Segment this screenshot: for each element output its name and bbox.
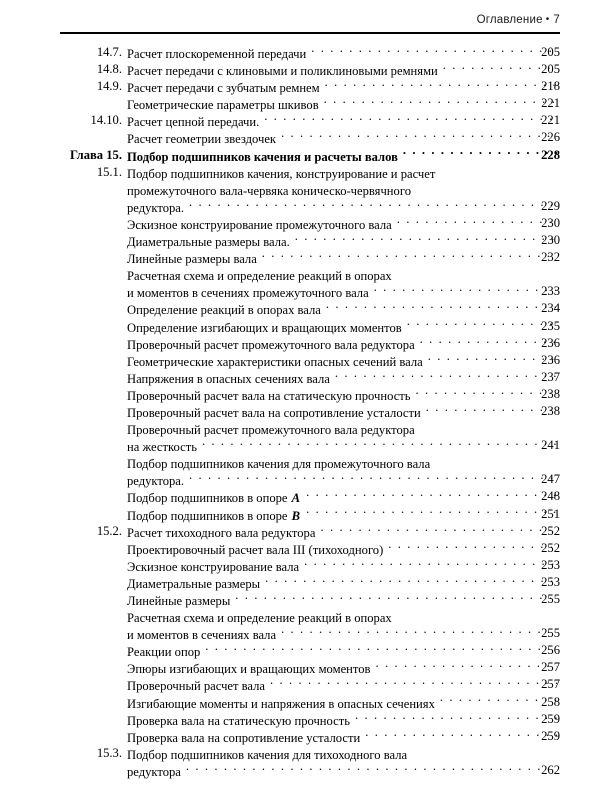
toc-entry[interactable]: [0, 471, 600, 488]
toc-entry-title: редуктора.: [127, 200, 185, 215]
toc-entry-number: 14.7.: [96, 45, 122, 59]
toc-entry-title: Геометрические параметры шкивов: [127, 98, 319, 113]
toc-entry-page-number: 236: [541, 352, 560, 367]
toc-entry-page-number: 228: [541, 147, 560, 162]
toc-entry[interactable]: [0, 557, 600, 574]
toc-entry-page-number: 221: [541, 96, 560, 111]
toc-entry-page-number: 218: [541, 79, 560, 94]
toc-entry-number: 14.9.: [96, 79, 122, 94]
toc-entry[interactable]: [0, 164, 600, 181]
toc-entry-page-number: 253: [541, 574, 560, 589]
toc-entry[interactable]: [0, 659, 600, 676]
toc-entry-title: Изгибающие моменты и напряжения в опасных сечениях: [127, 696, 435, 711]
toc-leader-dots: [397, 608, 557, 622]
toc-entry-title: Диаметральные размеры вала.: [127, 235, 290, 250]
toc-leader-dots: [397, 266, 557, 280]
toc-entry-title: Проверочный расчет вала на статическую прочность: [127, 388, 411, 403]
toc-entry[interactable]: [0, 352, 600, 369]
toc-entry-title: Проектировочный расчет вала III (тихоходного): [127, 542, 384, 557]
toc-entry[interactable]: [0, 694, 600, 711]
toc-entry-title: Подбор подшипников в опоре B: [127, 508, 301, 523]
toc-entry-title: Определение изгибающих и вращающих моментов: [127, 320, 402, 335]
toc-entry-page-number: 236: [541, 335, 560, 350]
toc-entry-page-number: 248: [541, 489, 560, 504]
toc-entry[interactable]: [0, 78, 600, 95]
toc-entry-title: Расчет геометрии звездочек: [127, 132, 277, 147]
toc-entry-title-symbol: B: [291, 508, 301, 523]
toc-entry-page-number: 205: [541, 62, 560, 77]
toc-entry-title: Подбор подшипников качения и расчеты валов: [127, 149, 398, 164]
toc-entry-title: Подбор подшипников в опоре A: [127, 491, 301, 506]
toc-entry[interactable]: [0, 249, 600, 266]
toc-entry-title: Напряжения в опасных сечениях вала: [127, 371, 330, 386]
toc-entry-page-number: 257: [541, 677, 560, 692]
toc-entry-number: 14.10.: [90, 113, 122, 128]
toc-entry[interactable]: [0, 198, 600, 215]
toc-entry[interactable]: [0, 488, 600, 505]
toc-entry[interactable]: [0, 676, 600, 693]
toc-entry-title: Проверочный расчет вала на сопротивление усталости: [127, 405, 421, 420]
toc-entry-title: Расчетная схема и определение реакций в опорах: [127, 269, 392, 284]
toc-entry-title: и моментов в сечениях вала: [127, 628, 277, 643]
toc-entry-page-number: 252: [541, 540, 560, 555]
toc-entry[interactable]: [0, 591, 600, 608]
toc-entry-page-number: 255: [541, 626, 560, 641]
toc-entry-page-number: 259: [541, 728, 560, 743]
toc-entry-page-number: 232: [541, 250, 560, 265]
toc-entry-title: Эскизное конструирование промежуточного вала: [127, 217, 392, 232]
running-head-bullet: •: [545, 14, 550, 25]
toc-entry-page-number: 233: [541, 284, 560, 299]
toc-entry-page-number: 253: [541, 557, 560, 572]
toc-entry-page-number: 247: [541, 472, 560, 487]
toc-entry-number: 15.1.: [96, 164, 122, 179]
toc-entry-page-number: 259: [541, 711, 560, 726]
running-head-page-number: 7: [553, 14, 560, 26]
toc-entry-title: Расчет тихоходного вала редуктора: [127, 525, 316, 540]
toc-entry-number: 15.3.: [96, 745, 122, 760]
toc-entry[interactable]: [0, 437, 600, 454]
toc-entry[interactable]: [0, 403, 600, 420]
toc-entry-title: Подбор подшипников качения, конструирование и расчет: [127, 166, 436, 181]
toc-entry-title: Проверка вала на статическую прочность: [127, 713, 350, 728]
header-rule: [60, 32, 560, 34]
toc-entry[interactable]: [0, 95, 600, 112]
toc-entry-title: Проверочный расчет вала: [127, 679, 265, 694]
toc-entry-title: Эпюры изгибающих и вращающих моментов: [127, 662, 371, 677]
toc-leader-dots: [420, 420, 557, 434]
toc-entry-title: Эскизное конструирование вала: [127, 559, 300, 574]
toc-entry-title: Подбор подшипников качения для промежуточного вала: [127, 457, 431, 472]
toc-entry-page-number: 229: [541, 198, 560, 213]
toc-entry[interactable]: [0, 232, 600, 249]
toc-entry-page-number: 235: [541, 318, 560, 333]
toc-entry-page-number: 258: [541, 694, 560, 709]
toc-entry-number: Глава 15.: [70, 147, 122, 162]
toc-entry-page-number: 241: [541, 438, 560, 453]
toc-entry-title: Подбор подшипников качения для тихоходного вала: [127, 747, 408, 762]
toc-entry-title: Проверка вала на сопротивление усталости: [127, 730, 361, 745]
toc-entry[interactable]: [0, 745, 600, 762]
toc-entry-title: промежуточного вала-червяка коническо-червячного: [127, 183, 411, 198]
toc-entry[interactable]: [0, 728, 600, 745]
toc-entry-page-number: 226: [541, 130, 560, 145]
toc-entry-title: Проверочный расчет промежуточного вала редуктора: [127, 337, 415, 352]
toc-entry[interactable]: [0, 386, 600, 403]
toc-entry[interactable]: [0, 61, 600, 78]
toc-entry-page-number: 205: [541, 45, 560, 59]
toc-entry-page-number: 221: [541, 113, 560, 128]
toc-entry[interactable]: [0, 642, 600, 659]
toc-entry[interactable]: [0, 335, 600, 352]
toc-entry[interactable]: [0, 318, 600, 335]
toc-entry[interactable]: [0, 266, 600, 283]
toc-entry[interactable]: [0, 762, 600, 779]
toc-leader-dots: [412, 745, 557, 759]
toc-entry-title: Определение реакций в опорах вала: [127, 303, 321, 318]
toc-entry-title: редуктора: [127, 764, 181, 779]
toc-entry-title: Расчетная схема и определение реакций в опорах: [127, 611, 392, 626]
toc-entry-page-number: 230: [541, 233, 560, 248]
toc-entry-title: Линейные размеры: [127, 594, 231, 608]
toc-entry-number: 14.8.: [96, 62, 122, 77]
toc-entry[interactable]: [0, 181, 600, 198]
toc-entry[interactable]: [0, 300, 600, 317]
toc-entry-title: Расчет передачи с зубчатым ремнем: [127, 81, 320, 96]
toc-entry-title: редуктора.: [127, 474, 185, 489]
toc-entry[interactable]: [0, 540, 600, 557]
toc-entry-title: Реакции опор: [127, 645, 201, 660]
toc-entry[interactable]: [0, 711, 600, 728]
toc-entry-page-number: 238: [541, 386, 560, 401]
toc-entry[interactable]: [0, 112, 600, 129]
toc-entry-title: Диаметральные размеры: [127, 576, 261, 591]
toc-entry-page-number: 237: [541, 369, 560, 384]
toc-entry-page-number: 252: [541, 523, 560, 538]
toc-entry[interactable]: [0, 454, 600, 471]
toc-entry[interactable]: [0, 147, 600, 164]
toc-entry[interactable]: [0, 215, 600, 232]
toc-entry-page-number: 255: [541, 592, 560, 606]
toc-entry-title: на жесткость: [127, 440, 197, 455]
toc-entry-title: и моментов в сечениях промежуточного вала: [127, 286, 369, 301]
toc-entry-title-symbol: A: [291, 491, 301, 506]
toc-leader-dots: [416, 181, 557, 195]
toc-entry-page-number: 251: [541, 506, 560, 521]
toc-entry[interactable]: [0, 129, 600, 146]
toc-entry-title: Расчет передачи с клиновыми и поликлиновыми ремнями: [127, 64, 438, 79]
toc-entry-title: Расчет цепной передачи.: [127, 115, 260, 130]
running-head: [60, 14, 560, 26]
toc-entry[interactable]: [0, 574, 600, 591]
toc-entry-title: Линейные размеры вала: [127, 252, 257, 267]
toc-entry-page-number: 238: [541, 403, 560, 418]
toc-entry-title: Проверочный расчет промежуточного вала редуктора: [127, 423, 415, 438]
toc-entry-page-number: 262: [541, 762, 560, 777]
toc-entry[interactable]: [0, 369, 600, 386]
toc-leader-dots: [440, 164, 557, 178]
toc-entry-number: 15.2.: [96, 523, 122, 538]
table-of-contents: [0, 44, 600, 779]
toc-entry[interactable]: [0, 523, 600, 540]
toc-entry-title: Геометрические характеристики опасных сечений вала: [127, 354, 423, 369]
toc-entry-page-number: 256: [541, 643, 560, 658]
running-head-title: Оглавление: [476, 14, 543, 26]
toc-entry-page-number: 234: [541, 301, 560, 316]
toc-leader-dots: [435, 454, 557, 468]
toc-entry[interactable]: [0, 44, 600, 61]
toc-entry-page-number: 257: [541, 660, 560, 675]
toc-entry[interactable]: [0, 420, 600, 437]
toc-entry[interactable]: [0, 283, 600, 300]
toc-entry[interactable]: [0, 506, 600, 523]
toc-entry-page-number: 230: [541, 215, 560, 230]
toc-entry[interactable]: [0, 625, 600, 642]
toc-entry-title: Расчет плоскоременной передачи: [127, 47, 307, 61]
toc-entry[interactable]: [0, 608, 600, 625]
